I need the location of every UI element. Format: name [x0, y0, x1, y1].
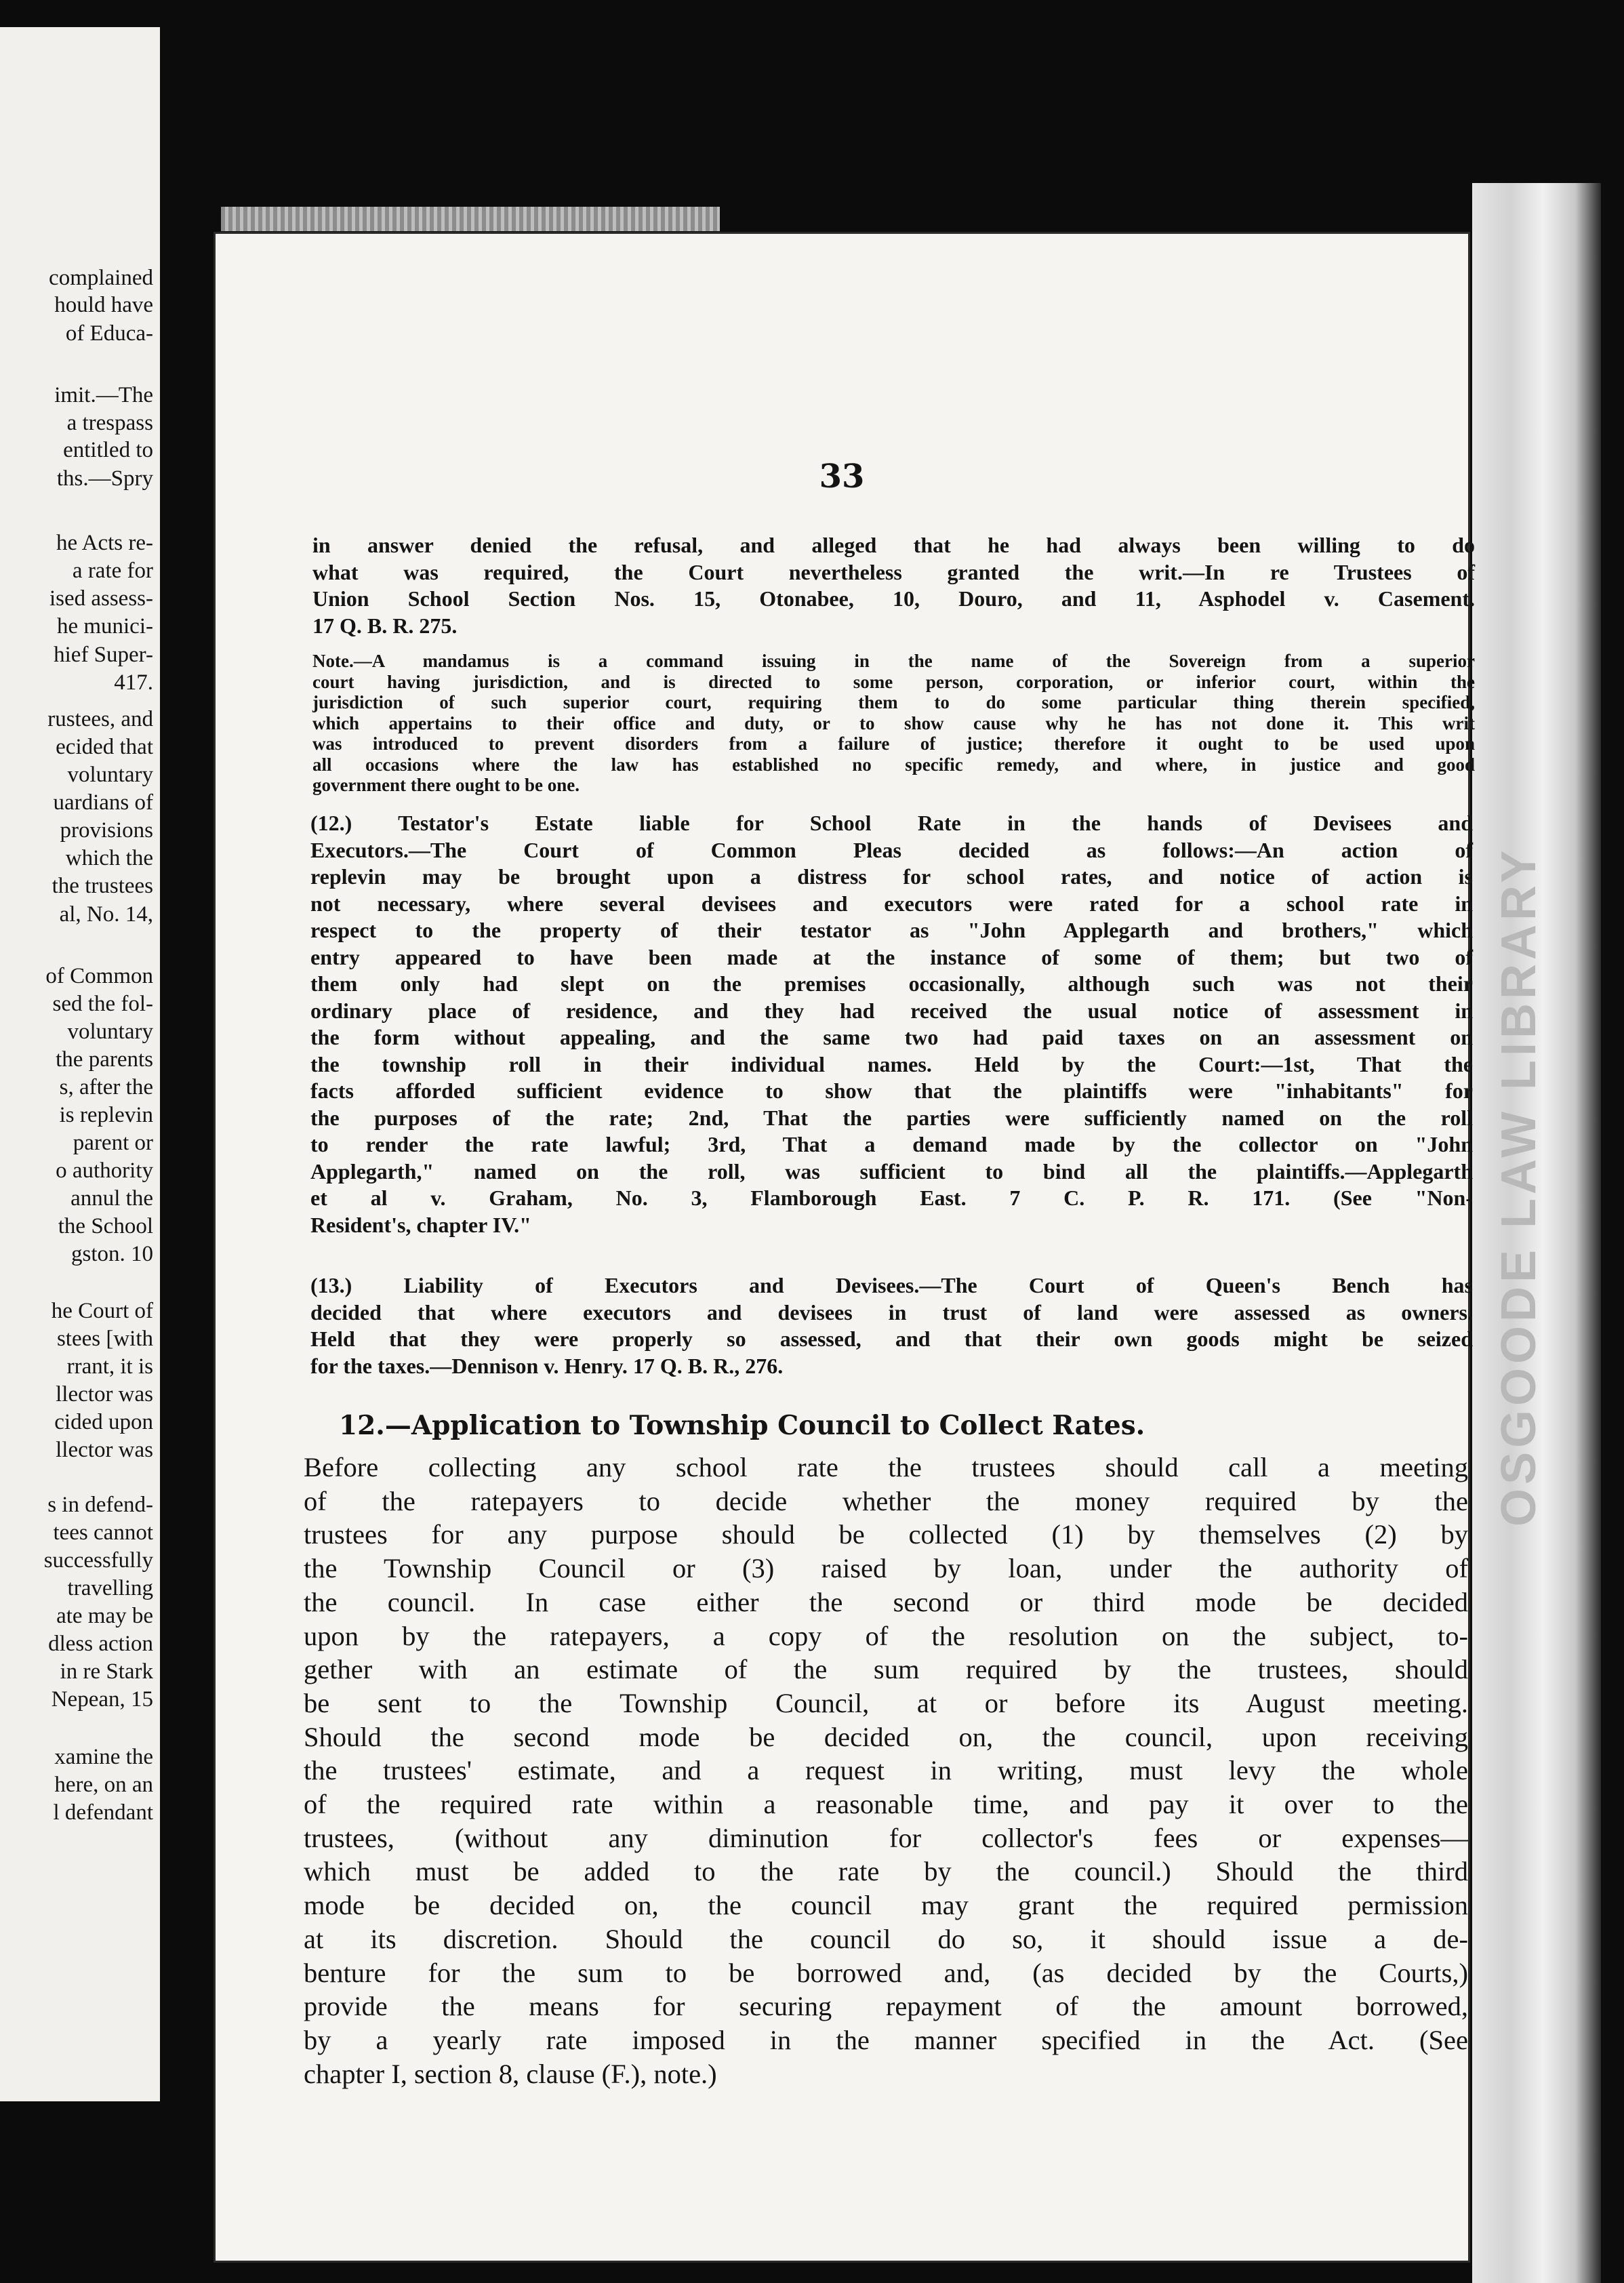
section-body-line: the trustees' estimate, and a request in writing, must levy the whole — [304, 1755, 1468, 1786]
para-12-line: (12.) Testator's Estate liable for School Rate in the hands of Devisees and — [310, 811, 1473, 835]
left-page-line: is replevin — [59, 1103, 153, 1127]
left-page-line: stees [with — [56, 1327, 153, 1351]
section-body-line: upon by the ratepayers, a copy of the resolution on the subject, to- — [304, 1620, 1468, 1651]
left-page-line: rustees, and — [47, 707, 153, 731]
para-12-line: them only had slept on the premises occasionally, although such was not their — [310, 971, 1473, 996]
left-page-line: sed the fol- — [52, 992, 153, 1016]
left-page-line: l defendant — [53, 1800, 153, 1825]
left-facing-page — [0, 27, 160, 2101]
left-page-line: cided upon — [54, 1410, 153, 1434]
para-12-line: ordinary place of residence, and they had received the usual notice of assessment in — [310, 998, 1473, 1023]
para-continuation-line: what was required, the Court nevertheless granted the writ.—In re Trustees of — [312, 559, 1475, 584]
left-page-line: ised assess- — [49, 586, 153, 611]
left-page-line: the parents — [56, 1047, 153, 1072]
section-body-line: Should the second mode be decided on, the council, upon receiving — [304, 1721, 1468, 1752]
para-12-line: the purposes of the rate; 2nd, That the parties were sufficiently named on the roll — [310, 1105, 1473, 1130]
book-page — [216, 234, 1475, 2261]
section-body-line: benture for the sum to be borrowed and, (as decided by the Courts,) — [304, 1957, 1468, 1988]
note-line: government there ought to be one. — [312, 775, 580, 795]
left-page-line: ecided that — [56, 735, 153, 759]
left-page-line: imit.—The — [54, 383, 153, 407]
left-page-line: 417. — [114, 670, 153, 695]
left-page-line: Nepean, 15 — [51, 1687, 153, 1712]
left-page-line: uardians of — [53, 790, 153, 815]
left-page-line: annul the — [70, 1186, 153, 1211]
left-page-line: the trustees — [52, 874, 153, 898]
note-line: jurisdiction of such superior court, requiring them to do some particular thing therein specified, — [312, 692, 1475, 712]
section-body-line: at its discretion. Should the council do so, it should issue a de- — [304, 1923, 1468, 1954]
left-page-line: entitled to — [63, 438, 153, 462]
left-page-line: voluntary — [67, 1019, 153, 1044]
section-body-line: which must be added to the rate by the council.) Should the third — [304, 1856, 1468, 1887]
left-page-line: o authority — [56, 1158, 153, 1183]
left-page-line: s in defend- — [47, 1493, 153, 1517]
note-line: court having jurisdiction, and is directed to some person, corporation, or inferior court, within the — [312, 671, 1475, 692]
section-body-line: mode be decided on, the council may grant the required permission — [304, 1890, 1468, 1921]
note-line: was introduced to prevent disorders from a failure of justice; therefore it ought to be used upon — [312, 733, 1475, 754]
left-page-line: a rate for — [72, 559, 153, 583]
page-top-edge — [221, 207, 720, 231]
para-continuation-line: 17 Q. B. R. 275. — [312, 613, 458, 638]
left-page-line: rrant, it is — [66, 1354, 153, 1379]
para-13-line: Held that they were properly so assessed, and that their own goods might be seized — [310, 1327, 1473, 1351]
section-body-line: trustees for any purpose should be collected (1) by themselves (2) by — [304, 1519, 1468, 1550]
left-page-line: voluntary — [67, 763, 153, 787]
section-body-line: trustees, (without any diminution for collector's fees or expenses— — [304, 1822, 1468, 1853]
left-page-line: ths.—Spry — [56, 466, 153, 491]
para-continuation-line: in answer denied the refusal, and alleged that he had always been willing to do — [312, 533, 1475, 557]
para-12-line: the township roll in their individual names. Held by the Court:—1st, That the — [310, 1051, 1473, 1076]
para-13-line: decided that where executors and devisees in trust of land were assessed as owners. — [310, 1299, 1473, 1325]
para-continuation-line: Union School Section Nos. 15, Otonabee, 10, Douro, and 11, Asphodel v. Casement. — [312, 586, 1475, 611]
section-body-line: the Township Council or (3) raised by loan, under the authority of — [304, 1553, 1468, 1584]
left-page-line: here, on an — [54, 1773, 153, 1797]
left-page-line: dless action — [48, 1632, 153, 1656]
left-page-line: tees cannot — [53, 1520, 153, 1545]
left-page-line: hief Super- — [54, 643, 153, 667]
para-12-line: Resident's, chapter IV." — [310, 1212, 531, 1237]
para-12-line: replevin may be brought upon a distress for school rates, and notice of action is — [310, 864, 1473, 889]
section-heading: 12.—Application to Township Council to Collect Rates. — [339, 1410, 1145, 1441]
left-page-line: ate may be — [56, 1604, 153, 1628]
left-page-line: the School — [58, 1214, 153, 1238]
left-page-line: travelling — [67, 1576, 153, 1600]
para-12-line: respect to the property of their testator as "John Applegarth and brothers," which — [310, 918, 1473, 942]
library-stamp: OSGOODE LAW LIBRARY — [1492, 846, 1546, 1527]
para-13-line: (13.) Liability of Executors and Devisees.—The Court of Queen's Bench has — [310, 1273, 1473, 1297]
section-body-line: Before collecting any school rate the trustees should call a meeting — [304, 1452, 1468, 1482]
para-12-line: to render the rate lawful; 3rd, That a demand made by the collector on "John — [310, 1132, 1473, 1156]
left-page-line: xamine the — [54, 1745, 153, 1769]
para-12-line: et al v. Graham, No. 3, Flamborough East. 7 C. P. R. 171. (See "Non- — [310, 1186, 1473, 1210]
left-page-line: he Acts re- — [56, 531, 153, 555]
left-page-line: hould have — [54, 293, 153, 317]
left-page-line: s, after the — [59, 1075, 153, 1099]
para-13-line: for the taxes.—Dennison v. Henry. 17 Q. B. R., 276. — [310, 1353, 784, 1378]
section-body-line: gether with an estimate of the sum required by the trustees, should — [304, 1654, 1468, 1685]
left-page-line: he munici- — [56, 614, 153, 639]
left-page-line: parent or — [73, 1131, 153, 1155]
left-page-line: of Educa- — [65, 321, 153, 346]
section-body-line: of the required rate within a reasonable time, and pay it over to the — [304, 1789, 1468, 1819]
para-12-line: entry appeared to have been made at the instance of some of them; but two of — [310, 944, 1473, 969]
left-page-line: llector was — [56, 1382, 153, 1407]
left-page-line: complained — [49, 266, 153, 290]
left-page-line: llector was — [56, 1438, 153, 1462]
note-line: Note.—A mandamus is a command issuing in the name of the Sovereign from a superior — [312, 651, 1475, 671]
para-12-line: facts afforded sufficient evidence to show that the plaintiffs were "inhabitants" for — [310, 1078, 1473, 1103]
section-body-line: by a yearly rate imposed in the manner specified in the Act. (See — [304, 2024, 1468, 2055]
para-12-line: Applegarth," named on the roll, was sufficient to bind all the plaintiffs.—Applegarth — [310, 1158, 1473, 1184]
left-page-line: al, No. 14, — [59, 902, 153, 927]
section-body-line: chapter I, section 8, clause (F.), note.) — [304, 2058, 717, 2089]
left-page-line: a trespass — [66, 411, 153, 435]
left-page-line: gston. 10 — [70, 1242, 153, 1266]
left-page-line: in re Stark — [60, 1659, 153, 1684]
note-line: all occasions where the law has established no specific remedy, and where, in justice and good — [312, 754, 1475, 775]
para-12-line: not necessary, where several devisees and executors were rated for a school rate in — [310, 891, 1473, 916]
left-page-line: of Common — [45, 964, 153, 988]
section-body-line: be sent to the Township Council, at or before its August meeting. — [304, 1687, 1468, 1718]
page-number: 33 — [819, 458, 865, 496]
note-line: which appertains to their office and duty, or to show cause why he has not done it. This writ — [312, 712, 1475, 733]
section-body-line: provide the means for securing repayment of the amount borrowed, — [304, 1991, 1468, 2022]
para-12-line: the form without appealing, and the same two had paid taxes on an assessment on — [310, 1025, 1473, 1049]
left-page-line: provisions — [60, 818, 153, 843]
section-body-line: of the ratepayers to decide whether the money required by the — [304, 1485, 1468, 1516]
left-page-line: which the — [65, 846, 153, 870]
section-body-line: the council. In case either the second or third mode be decided — [304, 1586, 1468, 1617]
left-page-line: he Court of — [51, 1299, 153, 1323]
left-page-line: successfully — [43, 1548, 153, 1573]
para-12-line: Executors.—The Court of Common Pleas decided as follows:—An action of — [310, 837, 1473, 862]
